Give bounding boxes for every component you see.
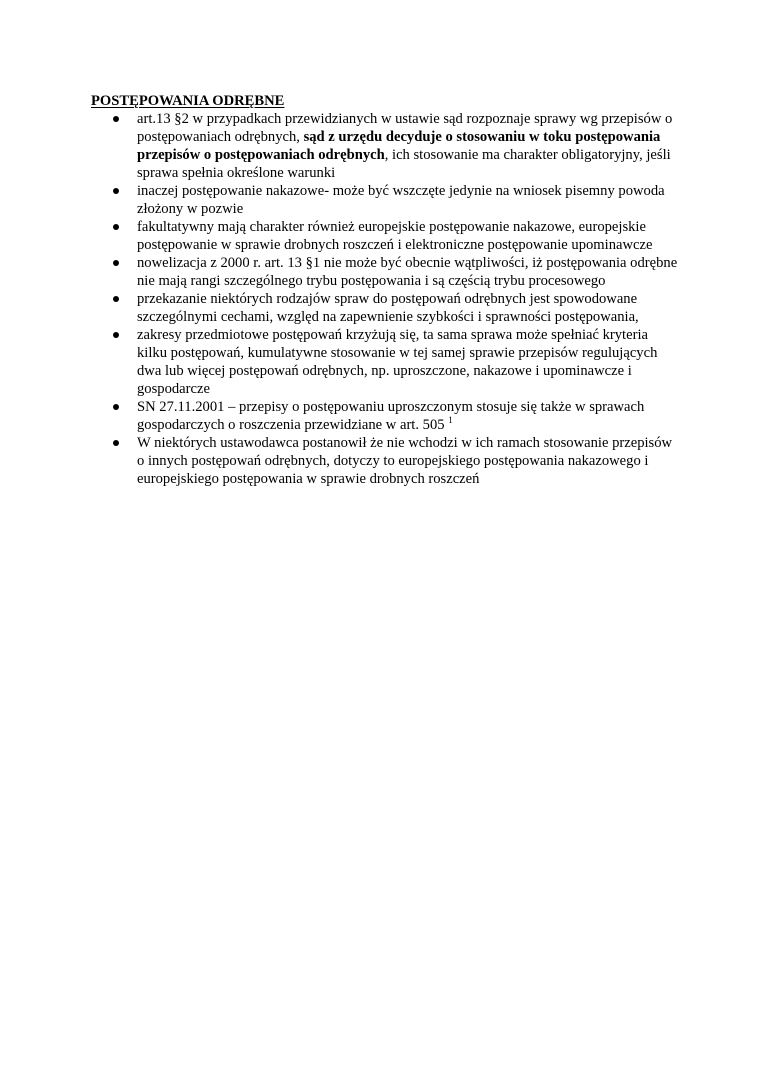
bullet-icon [113, 260, 119, 266]
item-text: przekazanie niektórych rodzajów spraw do postępowań odrębnych jest spowodowane szczególnymi cechami, względ na zapewnienie szybkości i sprawności postępowania, [137, 291, 639, 325]
bullet-icon [113, 224, 119, 230]
bullet-icon [113, 332, 119, 338]
list-item [91, 110, 681, 182]
list-item [91, 398, 681, 434]
bullet-icon [113, 440, 119, 446]
item-text: zakresy przedmiotowe postępowań krzyżują się, ta sama sprawa może spełniać kryteria kilku postępowań, kumulatywne stosowanie w tej samej sprawie przepisów regulujących dwa lub więcej postępowań odrębnych, np. uproszczone, nakazowe i upominawcze i gospodarcze [137, 327, 658, 397]
item-bold-text: sąd z urzędu decyduje o stosowaniu w toku postępowania przepisów o postępowaniach odrębnych [137, 129, 661, 163]
item-text: fakultatywny mają charakter również europejskie postępowanie nakazowe, europejskie postępowanie w sprawie drobnych roszczeń i elektroniczne postępowanie upominawcze [137, 219, 653, 253]
document-title: POSTĘPOWANIA ODRĘBNE [91, 93, 285, 109]
bullet-list [91, 110, 681, 488]
item-text: SN 27.11.2001 – przepisy o postępowaniu uproszczonym stosuje się także w sprawach gospodarczych o roszczenia przewidziane w art. 505 [137, 399, 645, 433]
list-item [91, 326, 681, 398]
list-item [91, 434, 681, 488]
document-body [91, 92, 681, 488]
item-text: nowelizacja z 2000 r. art. 13 §1 nie może być obecnie wątpliwości, iż postępowania odrębne nie mają rangi szczególnego trybu postępowania i są częścią trybu procesowego [137, 255, 678, 289]
list-item [91, 290, 681, 326]
bullet-icon [113, 188, 119, 194]
bullet-icon [113, 116, 119, 122]
item-text: inaczej postępowanie nakazowe- może być wszczęte jedynie na wniosek pisemny powoda złożony w pozwie [137, 183, 665, 217]
item-text: art.13 §2 w przypadkach przewidzianych w ustawie sąd rozpoznaje sprawy wg przepisów o postępowaniach odrębnych, [137, 111, 673, 145]
item-text: , ich stosowanie ma charakter obligatoryjny, jeśli sprawa spełnia określone warunki [137, 147, 671, 181]
bullet-icon [113, 404, 119, 410]
list-item [91, 182, 681, 218]
footnote-marker: 1 [448, 415, 453, 425]
list-item [91, 218, 681, 254]
item-text: W niektórych ustawodawca postanowił że nie wchodzi w ich ramach stosowanie przepisów o innych postępowań odrębnych, dotyczy to europejskiego postępowania nakazowego i europejskiego postępowania w sprawie drobnych roszczeń [137, 435, 673, 487]
list-item [91, 254, 681, 290]
bullet-icon [113, 296, 119, 302]
